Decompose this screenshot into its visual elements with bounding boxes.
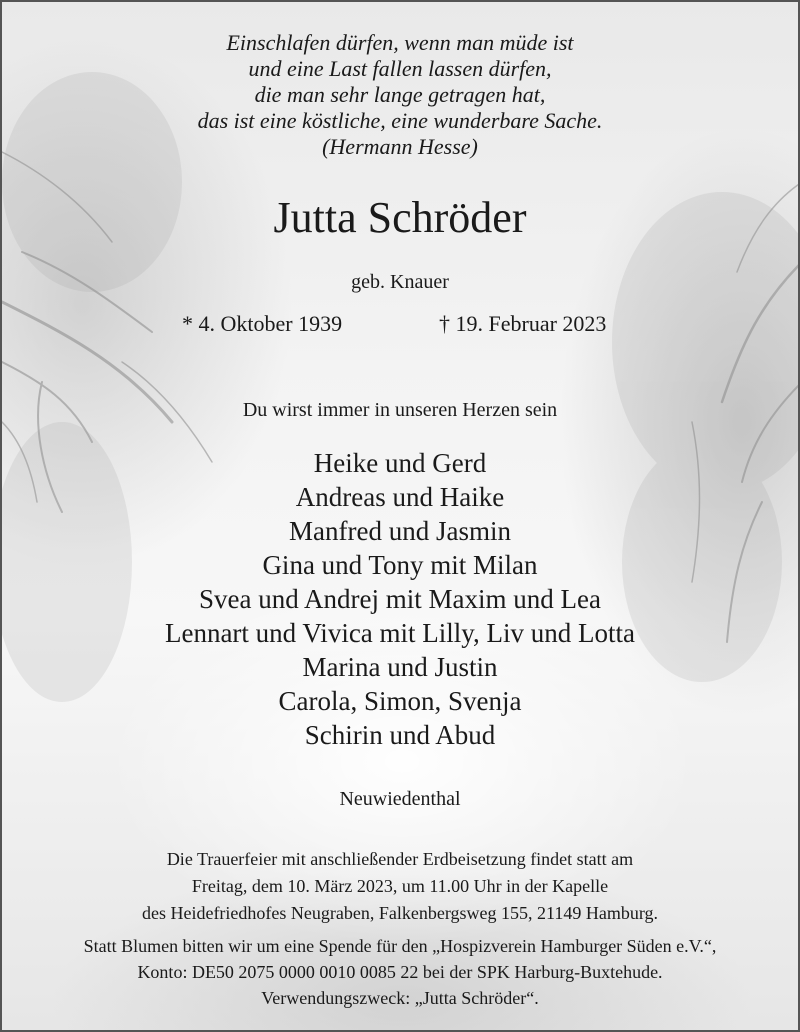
family-member-6: Lennart und Vivica mit Lilly, Liv und Lotta (164, 618, 636, 648)
tribute-line: Du wirst immer in unseren Herzen sein (242, 399, 558, 421)
quote-line-4: das ist eine köstliche, eine wunderbare Sache. (197, 108, 603, 133)
family-member-9: Schirin und Abud (304, 720, 496, 750)
donation-line-2: Konto: DE50 2075 0000 0010 0085 22 bei der SPK Harburg-Buxtehude. (137, 962, 663, 982)
quote-line-1: Einschlafen dürfen, wenn man müde ist (226, 30, 574, 55)
ceremony-line-1: Die Trauerfeier mit anschließender Erdbeisetzung findet statt am (166, 849, 634, 869)
quote-line-3: die man sehr lange getragen hat, (254, 82, 546, 107)
deceased-name: Jutta Schröder (273, 193, 527, 242)
family-member-7: Marina und Justin (302, 652, 498, 682)
ceremony-line-2: Freitag, dem 10. März 2023, um 11.00 Uhr in der Kapelle (191, 876, 609, 896)
birth-date: * 4. Oktober 1939 (182, 311, 343, 336)
family-member-2: Andreas und Haike (295, 482, 505, 512)
quote-line-2: und eine Last fallen lassen dürfen, (248, 56, 552, 81)
birth-name: geb. Knauer (351, 271, 449, 293)
family-member-4: Gina und Tony mit Milan (262, 550, 538, 580)
donation-line-3: Verwendungszweck: „Jutta Schröder“. (261, 988, 539, 1008)
family-member-5: Svea und Andrej mit Maxim und Lea (199, 584, 601, 614)
family-member-3: Manfred und Jasmin (289, 516, 511, 546)
family-member-8: Carola, Simon, Svenja (278, 686, 522, 716)
quote-author: (Hermann Hesse) (322, 134, 478, 159)
donation-line-1: Statt Blumen bitten wir um eine Spende für den „Hospizverein Hamburger Süden e.V.“, (83, 936, 717, 956)
family-member-1: Heike und Gerd (313, 448, 487, 478)
death-date: † 19. Februar 2023 (439, 311, 607, 336)
place-name: Neuwiedenthal (339, 788, 461, 810)
ceremony-line-3: des Heidefriedhofes Neugraben, Falkenbergsweg 155, 21149 Hamburg. (141, 903, 659, 923)
life-dates (2, 310, 798, 338)
